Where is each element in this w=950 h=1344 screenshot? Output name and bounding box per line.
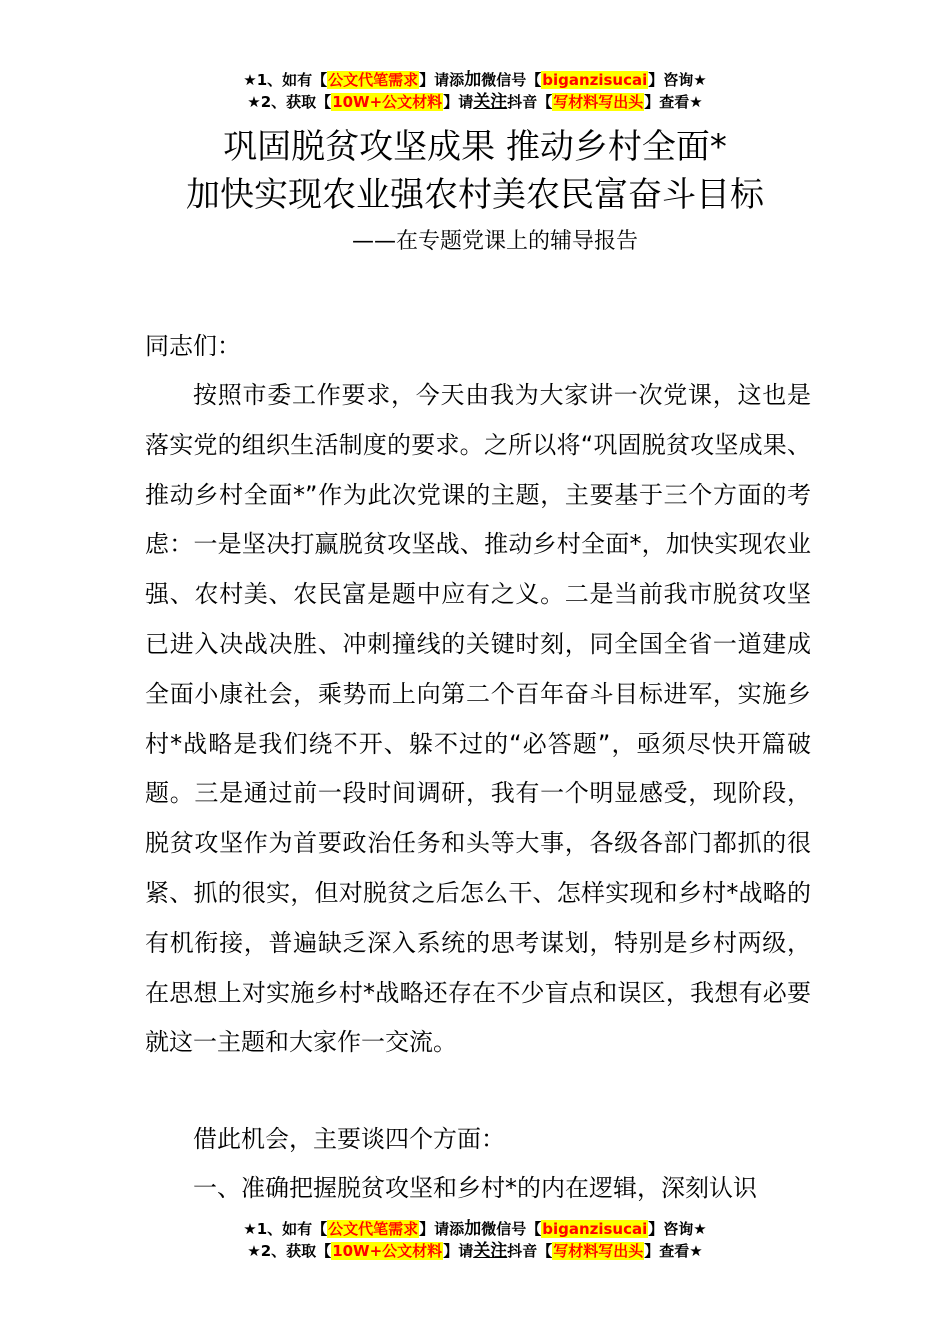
greeting: 同志们： — [145, 332, 241, 360]
paragraph-1: 按照市委工作要求，今天由我为大家讲一次党课，这也是落实党的组织生活制度的要求。之所以将“巩固脱贫攻坚成果、推动乡村全面*”作为此次党课的主题，主要基于三个方面的考虑：一是坚决打赢脱贫攻坚战、推动乡村全面*，加快实现农业强、农村美、农民富是题中应有之义。二是当前我市脱贫攻坚已进入决战决胜、冲刺撞线的关键时刻，同全国全省一道建成全面小康社会，乘势而上向第二个百年奋斗目标进军，实施乡村*战略是我们绕不开、躲不过的“必答题”，亟须尽快开篇破题。三是通过前一段时间调研，我有一个明显感受，现阶段，脱贫攻坚作为首要政治任务和头等大事，各级各部门都抓的很紧、抓的很实，但对脱贫之后怎么干、怎样实现和乡村*战略的有机衔接，普遍缺乏深入系统的思考谋划，特别是乡村两级，在思想上对实施乡村*战略还存在不少盲点和误区，我想有必要就这一主题和大家作一交流。 — [145, 381, 811, 1057]
ad-highlight-wechat-id: biganzisucai — [542, 1220, 648, 1238]
ad-text: 抖音【 — [507, 1242, 553, 1260]
ad-text: 】请添 — [419, 1220, 465, 1238]
ad-line-1 — [0, 1218, 950, 1240]
ad-text-emphasis: 加 — [464, 70, 482, 90]
ad-text: ★2、获取【 — [247, 1242, 332, 1260]
ad-highlight-wechat-id: biganzisucai — [542, 71, 648, 89]
header-ad-banner — [0, 69, 950, 113]
ad-text: 】查看★ — [644, 1242, 703, 1260]
ad-text: ★2、获取【 — [247, 93, 332, 111]
ad-text: 微信号【 — [481, 1220, 542, 1238]
document-title-line-1: 巩固脱贫攻坚成果 推动乡村全面* — [223, 127, 727, 167]
ad-text: 】请 — [443, 1242, 474, 1260]
ad-highlight-douyin: 写材料写出头 — [553, 93, 644, 111]
ad-highlight-service: 公文代笔需求 — [328, 71, 419, 89]
ad-highlight-service: 公文代笔需求 — [328, 1220, 419, 1238]
footer-ad-banner — [0, 1218, 950, 1262]
ad-text: ★1、如有【 — [243, 1220, 328, 1238]
ad-highlight-douyin: 写材料写出头 — [553, 1242, 644, 1260]
ad-text: 】请添 — [419, 71, 465, 89]
ad-line-1 — [0, 69, 950, 91]
ad-line-2 — [0, 1240, 950, 1262]
ad-text: 抖音【 — [507, 93, 553, 111]
ad-text-emphasis: 关注 — [473, 92, 508, 112]
paragraph-2: 借此机会，主要谈四个方面： — [193, 1125, 505, 1153]
ad-text: 】咨询★ — [648, 1220, 707, 1238]
document-title-line-2: 加快实现农业强农村美农民富奋斗目标 — [186, 175, 764, 215]
ad-text: 】咨询★ — [648, 71, 707, 89]
ad-line-2 — [0, 91, 950, 113]
ad-text: 】请 — [443, 93, 474, 111]
ad-highlight-materials: 10W+公文材料 — [332, 93, 443, 111]
document-subtitle: ——在专题党课上的辅导报告 — [351, 229, 638, 254]
ad-text-emphasis: 关注 — [473, 1241, 508, 1261]
ad-text: ★1、如有【 — [243, 71, 328, 89]
ad-text: 微信号【 — [481, 71, 542, 89]
ad-text: 】查看★ — [644, 93, 703, 111]
ad-highlight-materials: 10W+公文材料 — [332, 1242, 443, 1260]
section-heading-1: 一、准确把握脱贫攻坚和乡村*的内在逻辑，深刻认识 — [193, 1174, 757, 1202]
ad-text-emphasis: 加 — [464, 1219, 482, 1239]
